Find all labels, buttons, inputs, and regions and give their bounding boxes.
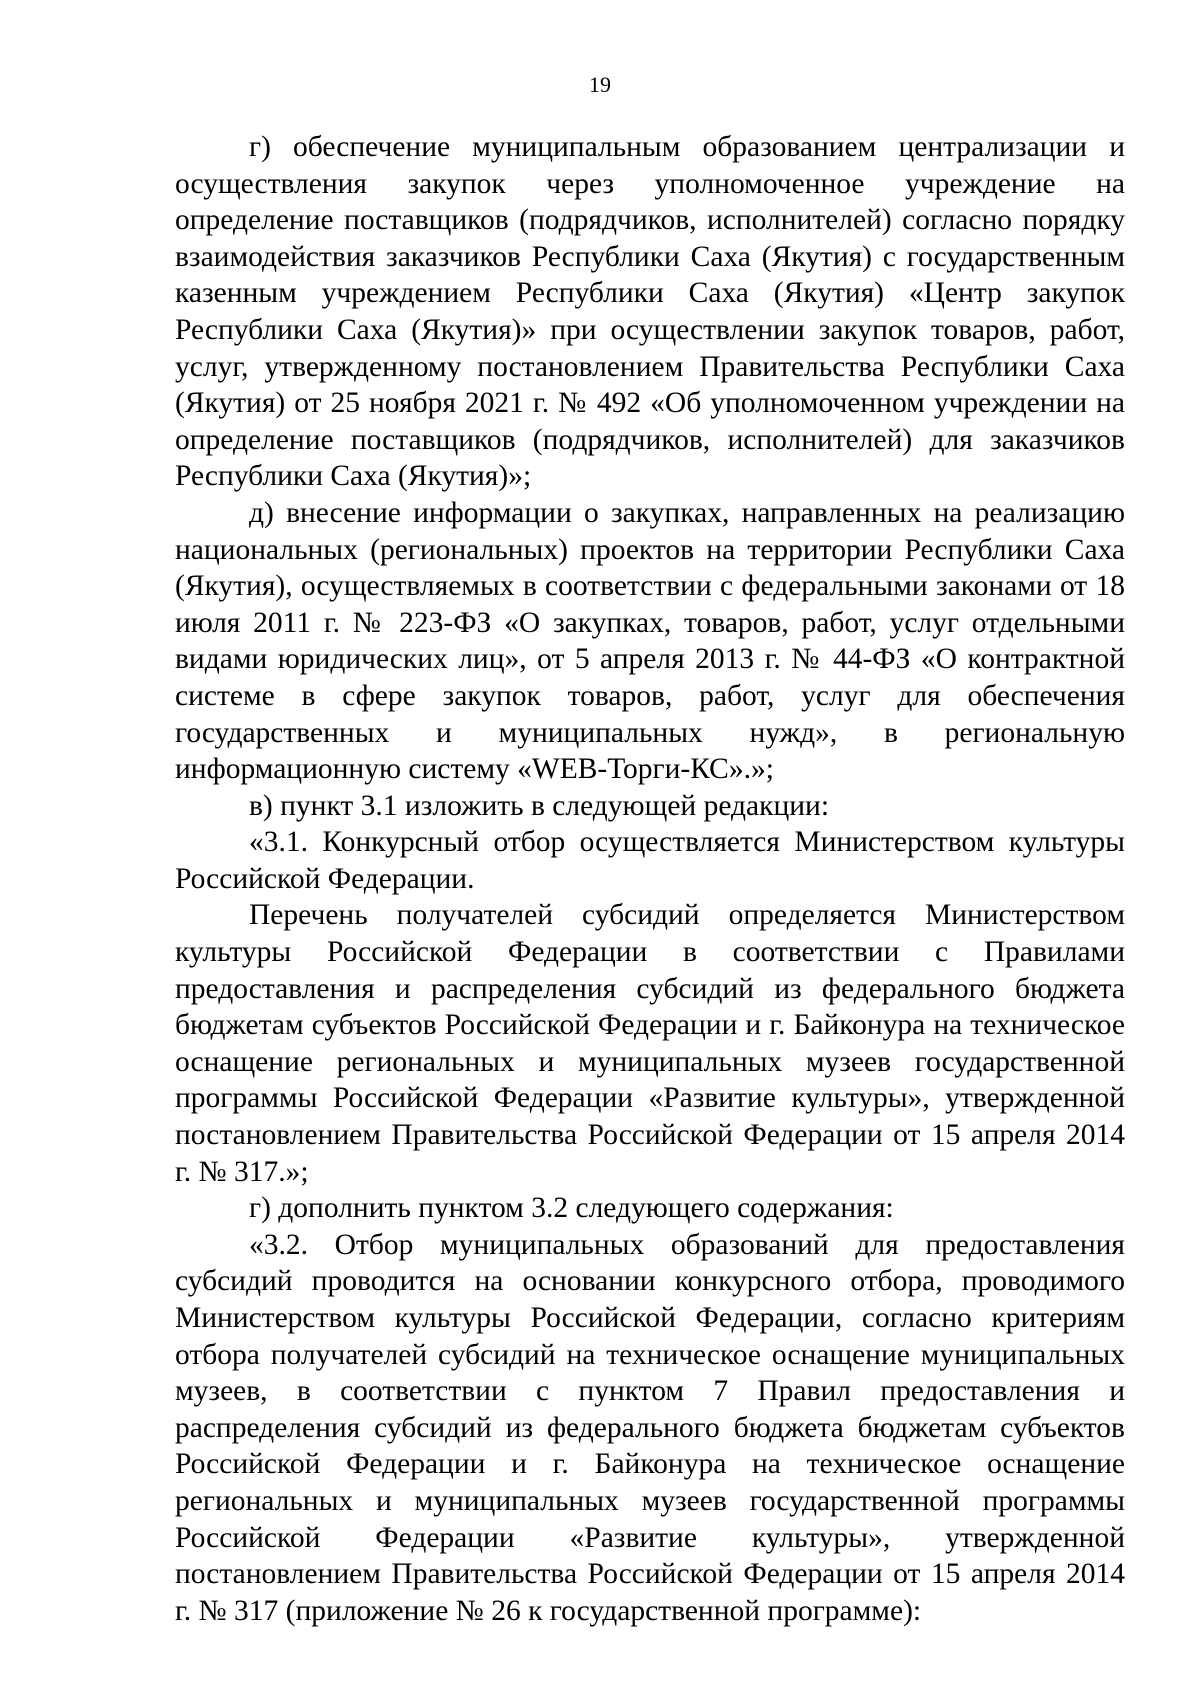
paragraph-g-add-3-2: г) дополнить пунктом 3.2 следующего содержания: (249, 1192, 894, 1225)
paragraph-3-1-contest: «3.1. Конкурсный отбор осуществляется Министерством культуры Российской Федерации. (175, 826, 1125, 895)
document-body (175, 129, 1125, 1629)
paragraph-3-2-selection: «3.2. Отбор муниципальных образований для предоставления субсидий проводится на основании конкурсного отбора, проводимого Министерством культуры Российской Федерации, согласно критериям отбора получателей субсидий на техническое оснащение муниципальных музеев, в соответствии с пунктом 7 Правил предоставления и распределения субсидий из федерального бюджета бюджетам субъектов Российской Федерации и г. Байконура на техническое оснащение региональных и муниципальных музеев государственной программы Российской Федерации «Развитие культуры», утвержденной постановлением Правительства Российской Федерации от 15 апреля 2014 г. № 317 (приложение № 26 к государственной программе): (175, 1228, 1125, 1627)
paragraph-v-item-3-1: в) пункт 3.1 изложить в следующей редакции: (249, 789, 830, 822)
paragraph-d-information: д) внесение информации о закупках, направленных на реализацию национальных (региональных) проектов на территории Республики Саха (Якутия), осуществляемых в соответствии с федеральными законами от 18 июля 2011 г. № 223-ФЗ «О закупках, товаров, работ, услуг отдельными видами юридических лиц», от 5 апреля 2013 г. № 44-ФЗ «О контрактной системе в сфере закупок товаров, работ, услуг для обеспечения государственных и муниципальных нужд», в региональную информационную систему «WEB-Торги-КС».»; (175, 496, 1125, 786)
paragraph-g-centralization: г) обеспечение муниципальным образованием централизации и осуществления закупок через уполномоченное учреждение на определение поставщиков (подрядчиков, исполнителей) согласно порядку взаимодействия заказчиков Республики Саха (Якутия) с государственным казенным учреждением Республики Саха (Якутия) «Центр закупок Республики Саха (Якутия)» при осуществлении закупок товаров, работ, услуг, утвержденному постановлением Правительства Республики Саха (Якутия) от 25 ноября 2021 г. № 492 «Об уполномоченном учреждении на определение поставщиков (подрядчиков, исполнителей) для заказчиков Республики Саха (Якутия)»; (175, 131, 1125, 493)
paragraph-recipients-list: Перечень получателей субсидий определяется Министерством культуры Российской Федерации в соответствии с Правилами предоставления и распределения субсидий из федерального бюджета бюджетам субъектов Российской Федерации и г. Байконура на техническое оснащение региональных и муниципальных музеев государственной программы Российской Федерации «Развитие культуры», утвержденной постановлением Правительства Российской Федерации от 15 апреля 2014 г. № 317.»; (175, 899, 1125, 1188)
page-number: 19 (589, 72, 611, 97)
